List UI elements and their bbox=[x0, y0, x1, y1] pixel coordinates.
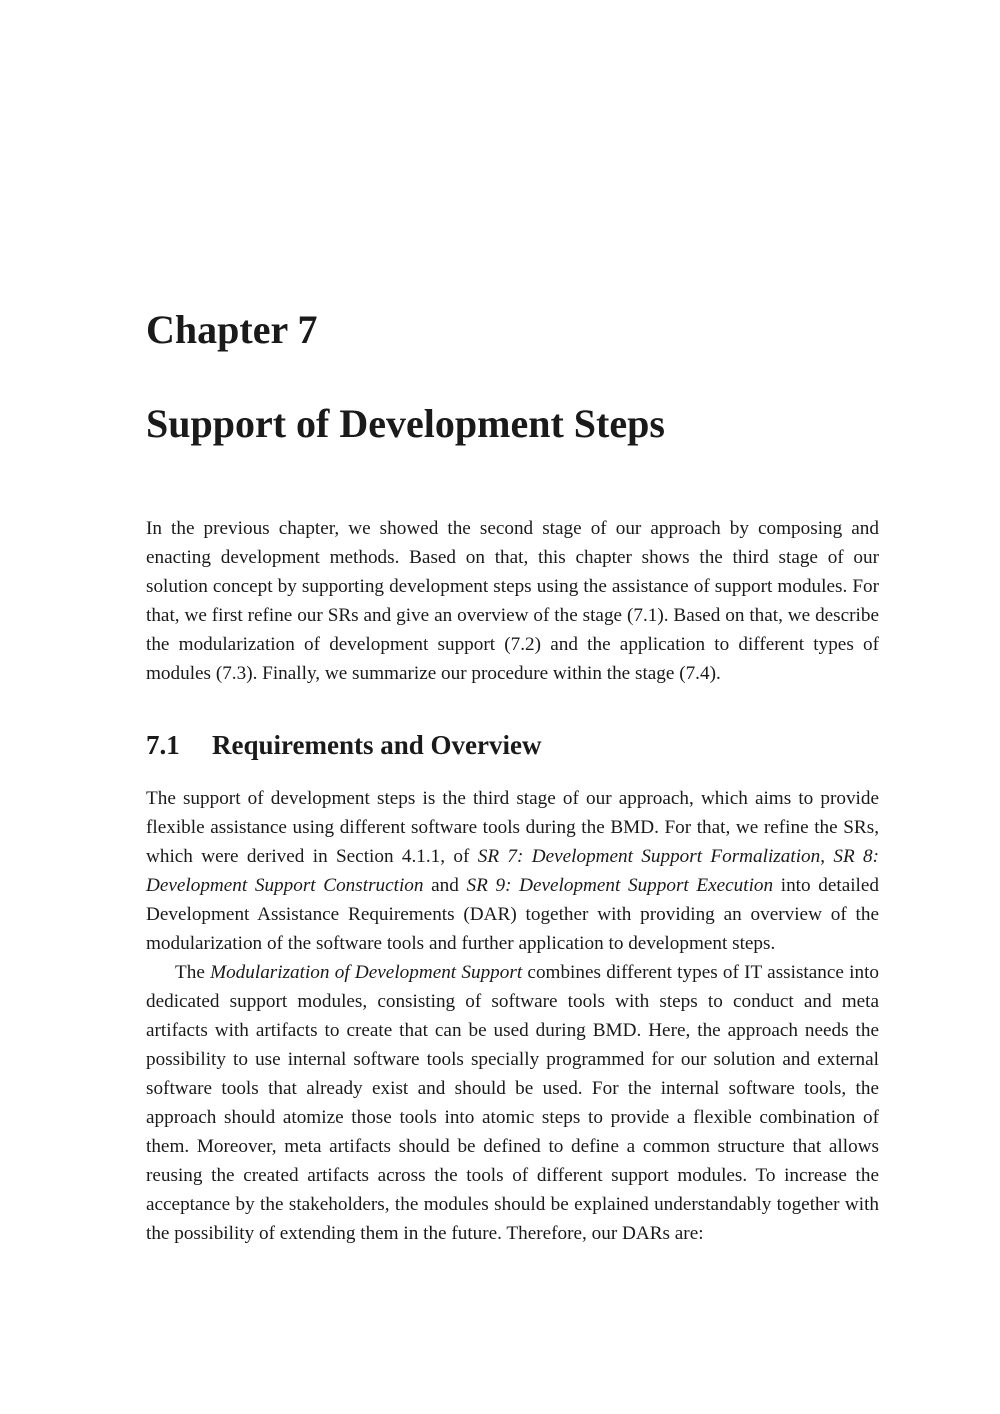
section-number: 7.1 bbox=[146, 730, 180, 760]
sr7-reference: SR 7: Development Support Formalization bbox=[477, 846, 821, 867]
modularization-term: Modularization of Development Support bbox=[210, 962, 523, 983]
sr9-reference: SR 9: Development Support Execution bbox=[466, 875, 774, 896]
sr8-reference: SR 8: Development Support Construction bbox=[146, 846, 879, 896]
intro-paragraph: In the previous chapter, we showed the second stage of our approach by composing and enacting development methods. Based on that, this chapter shows the third stage of our solution concept by supporting development steps using the assistance of support modules. For that, we first refine our SRs and give an overview of the stage (7.1). Based on that, we describe the modularization of development support (7.2) and the application to different types of modules (7.3). Finally, we summarize our procedure within the stage (7.4). bbox=[146, 518, 879, 684]
section-title: Requirements and Overview bbox=[212, 730, 542, 760]
section-heading bbox=[146, 727, 541, 763]
chapter-title: Support of Development Steps bbox=[146, 401, 665, 446]
paragraph-modularization: The Modularization of Development Support combines different types of IT assistance into dedicated support modules, consisting of software tools with steps to conduct and meta artifacts with artifacts to create that can be used during BMD. Here, the approach needs the possibility to use internal software tools specially programmed for our solution and external software tools that already exist and should be used. For the internal software tools, the approach should atomize those tools into atomic steps to provide a flexible combination of them. Moreover, meta artifacts should be defined to define a common structure that allows reusing the created artifacts across the tools of different support modules. To increase the acceptance by the stakeholders, the modules should be explained understandably together with the possibility of extending them in the future. Therefore, our DARs are: bbox=[146, 962, 880, 1244]
section-body bbox=[146, 784, 879, 1248]
paragraph-requirements: The support of development steps is the third stage of our approach, which aims to provide flexible assistance using different software tools during the BMD. For that, we refine the SRs, which were derived in Section 4.1.1, of SR 7: Development Support Formalization, SR 8: Development Support Construction and SR 9: Development Support Execution into detailed Development Assistance Requirements (DAR) together with providing an overview of the modularization of the software tools and further application to development steps. bbox=[146, 788, 879, 954]
chapter-label: Chapter 7 bbox=[146, 307, 318, 352]
